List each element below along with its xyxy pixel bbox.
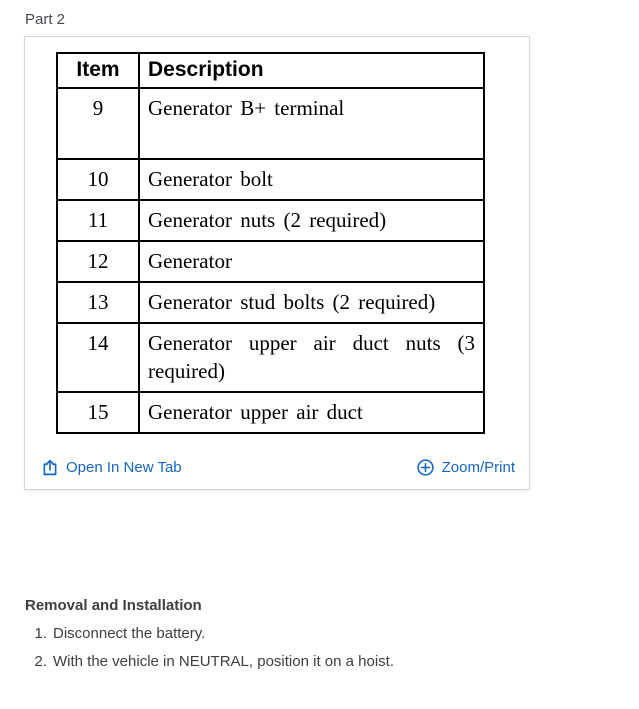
- part-label: Part 2: [25, 11, 66, 28]
- item-description: Generator stud bolts (2 required): [139, 282, 484, 323]
- step-text: Disconnect the battery.: [53, 625, 206, 642]
- item-number: 13: [57, 282, 139, 323]
- item-number: 10: [57, 159, 139, 200]
- parts-table-panel: [24, 36, 530, 490]
- open-in-new-tab-label: Open In New Tab: [66, 459, 182, 476]
- step-item: [25, 624, 615, 643]
- step-number: 2.: [34, 653, 47, 670]
- table-row: [57, 241, 484, 282]
- open-in-new-tab-icon: [41, 459, 59, 477]
- item-number: 11: [57, 200, 139, 241]
- zoom-print-icon: [416, 458, 435, 477]
- removal-installation-section: [25, 597, 615, 680]
- table-row: [57, 323, 484, 392]
- step-number: 1.: [34, 625, 47, 642]
- item-number: 12: [57, 241, 139, 282]
- steps-list: [25, 624, 615, 671]
- table-row: [57, 200, 484, 241]
- open-in-new-tab-link[interactable]: [41, 459, 182, 477]
- item-description: Generator B+ terminal: [139, 88, 484, 159]
- item-description: Generator: [139, 241, 484, 282]
- table-row: [57, 88, 484, 159]
- panel-footer: [25, 450, 529, 479]
- zoom-print-label: Zoom/Print: [441, 459, 515, 476]
- step-item: [25, 652, 615, 671]
- item-number: 15: [57, 392, 139, 433]
- item-description: Generator upper air duct: [139, 392, 484, 433]
- item-description: Generator bolt: [139, 159, 484, 200]
- column-header-item: Item: [57, 53, 139, 88]
- item-description: Generator upper air duct nuts (3 required): [139, 323, 484, 392]
- item-number: 9: [57, 88, 139, 159]
- item-number: 14: [57, 323, 139, 392]
- table-row: [57, 159, 484, 200]
- zoom-print-link[interactable]: [416, 458, 515, 477]
- column-header-description: Description: [139, 53, 484, 88]
- parts-table: [56, 52, 485, 434]
- step-text: With the vehicle in NEUTRAL, position it on a hoist.: [53, 653, 394, 670]
- table-header-row: [57, 53, 484, 88]
- table-row: [57, 392, 484, 433]
- section-heading: Removal and Installation: [25, 597, 202, 614]
- item-description: Generator nuts (2 required): [139, 200, 484, 241]
- table-row: [57, 282, 484, 323]
